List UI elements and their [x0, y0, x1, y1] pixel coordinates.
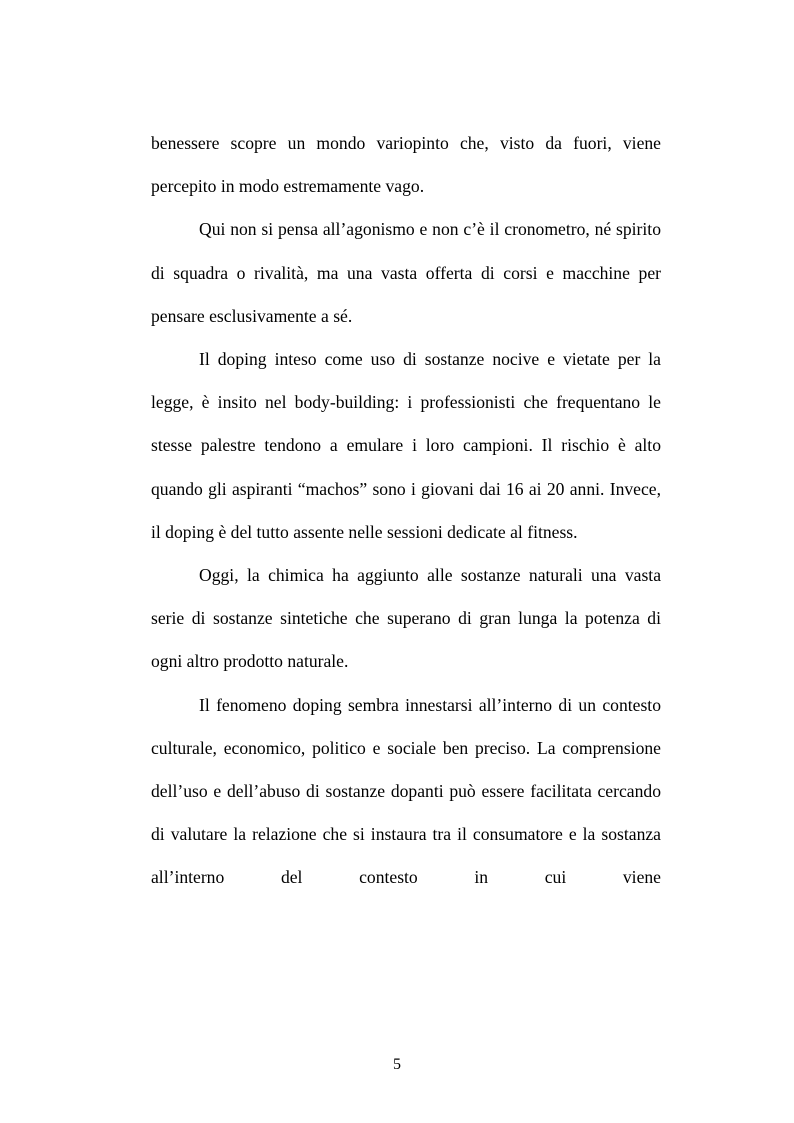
paragraph-doping-body-building: Il doping inteso come uso di sostanze nocive e vietate per la legge, è insito nel body-building: i professionisti che frequentano le stesse palestre tendono a emulare i loro campioni. Il rischio è alto quando gli aspiranti “machos” sono i giovani dai 16 ai 20 anni. Invece, il doping è del tutto assente nelle sessioni dedicate al fitness.	[151, 349, 661, 542]
page-number: 5	[393, 1056, 401, 1073]
paragraph-chimica: Oggi, la chimica ha aggiunto alle sostanze naturali una vasta serie di sostanze sintetiche che superano di gran lunga la potenza di ogni altro prodotto naturale.	[151, 565, 661, 672]
paragraph-continuation: benessere scopre un mondo variopinto che, visto da fuori, viene percepito in modo estremamente vago.	[151, 133, 661, 197]
paragraph-fenomeno-doping: Il fenomeno doping sembra innestarsi all’interno di un contesto culturale, economico, politico e sociale ben preciso. La comprensione dell’uso e dell’abuso di sostanze dopanti può essere facilitata cercando di valutare la relazione che si instaura tra il consumatore e la sostanza all’interno del contesto in cui viene	[151, 694, 661, 888]
body-text	[151, 122, 661, 900]
paragraph-agonismo: Qui non si pensa all’agonismo e non c’è il cronometro, né spirito di squadra o rivalità, ma una vasta offerta di corsi e macchine per pensare esclusivamente a sé.	[151, 219, 661, 326]
